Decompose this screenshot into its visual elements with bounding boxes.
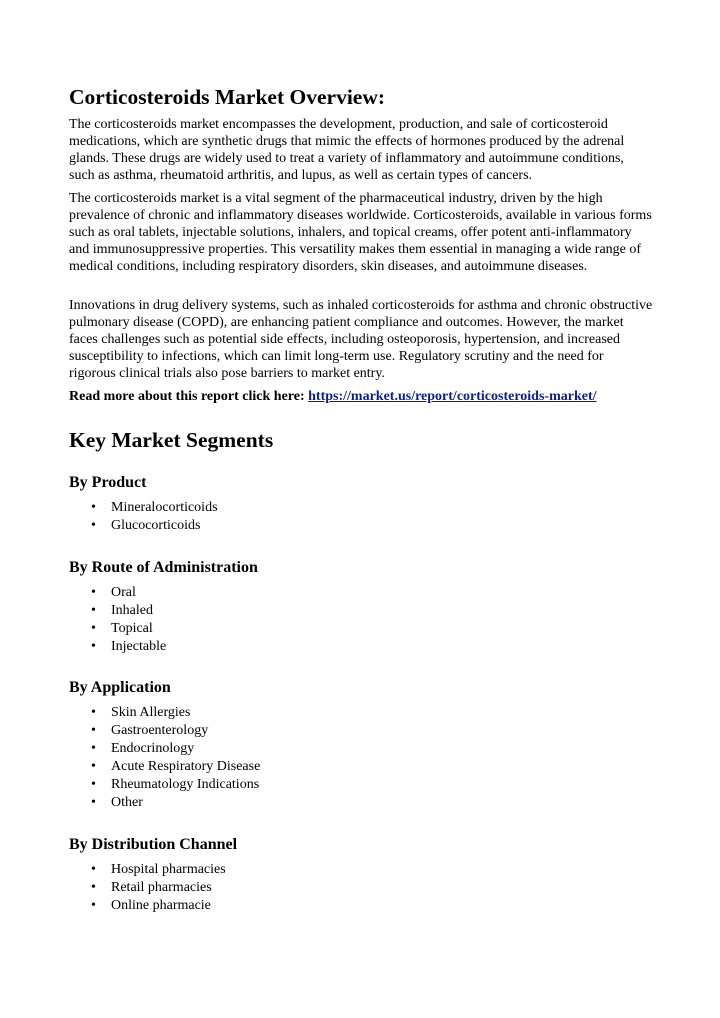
list-item-text: Acute Respiratory Disease (111, 759, 261, 774)
bullet: • (91, 639, 96, 654)
report-link[interactable]: https://market.us/report/corticosteroids-market/ (308, 389, 597, 404)
list-item-text: Endocrinology (111, 741, 195, 756)
list-item (69, 620, 653, 638)
list-item (69, 517, 653, 535)
list-item (69, 758, 653, 776)
list-item (69, 722, 653, 740)
bullet: • (91, 880, 96, 895)
segment-by-route (69, 558, 653, 656)
segment-list (69, 499, 653, 535)
bullet: • (91, 795, 96, 810)
segment-by-product (69, 473, 653, 535)
segment-by-distribution-channel (69, 835, 653, 915)
list-item-text: Inhaled (111, 603, 153, 618)
list-item (69, 861, 653, 879)
list-item (69, 638, 653, 656)
list-item-text: Mineralocorticoids (111, 500, 218, 515)
segment-heading: By Distribution Channel (69, 836, 238, 853)
list-item-text: Rheumatology Indications (111, 777, 260, 792)
bullet: • (91, 777, 96, 792)
bullet: • (91, 603, 96, 618)
list-item (69, 704, 653, 722)
list-item (69, 879, 653, 897)
list-item (69, 584, 653, 602)
overview-paragraph-2: The corticosteroids market is a vital segment of the pharmaceutical industry, driven by the high prevalence of chronic and inflammatory diseases worldwide. Corticosteroids, available in various forms such as oral tablets, injectable solutions, inhalers, and topical creams, offer potent anti-inflammatory and immunosuppressive properties. This versatility makes them essential in managing a wide range of medical conditions, including respiratory disorders, skin diseases, and autoimmune diseases. (69, 191, 652, 274)
segment-list (69, 584, 653, 656)
overview-paragraph-3: Innovations in drug delivery systems, such as inhaled corticosteroids for asthma and chronic obstructive pulmonary disease (COPD), are enhancing patient compliance and outcomes. However, the market faces challenges such as potential side effects, including osteoporosis, hypertension, and increased susceptibility to infections, which can limit long-term use. Regulatory scrutiny and the need for rigorous clinical trials also pose barriers to market entry. (69, 298, 653, 381)
read-more-label: Read more about this report click here: (69, 389, 305, 404)
list-item-text: Online pharmacie (111, 898, 211, 913)
list-item-text: Topical (111, 621, 153, 636)
bullet: • (91, 741, 96, 756)
list-item (69, 794, 653, 812)
bullet: • (91, 705, 96, 720)
list-item (69, 776, 653, 794)
segment-list (69, 704, 653, 812)
list-item (69, 897, 653, 915)
list-item (69, 602, 653, 620)
list-item-text: Skin Allergies (111, 705, 191, 720)
list-item-text: Retail pharmacies (111, 880, 212, 895)
segment-list (69, 861, 653, 915)
segment-heading: By Route of Administration (69, 559, 258, 576)
bullet: • (91, 862, 96, 877)
list-item-text: Gastroenterology (111, 723, 209, 738)
list-item-text: Other (111, 795, 143, 810)
bullet: • (91, 585, 96, 600)
list-item-text: Oral (111, 585, 136, 600)
bullet: • (91, 518, 96, 533)
bullet: • (91, 621, 96, 636)
overview-title: Corticosteroids Market Overview: (69, 85, 386, 109)
bullet: • (91, 500, 96, 515)
list-item (69, 740, 653, 758)
segments-title: Key Market Segments (69, 428, 274, 452)
segment-heading: By Product (69, 474, 147, 491)
list-item-text: Glucocorticoids (111, 518, 201, 533)
read-more-line (69, 388, 597, 405)
bullet: • (91, 898, 96, 913)
list-item-text: Injectable (111, 639, 167, 654)
list-item (69, 499, 653, 517)
segment-by-application (69, 678, 653, 812)
list-item-text: Hospital pharmacies (111, 862, 226, 877)
segment-heading: By Application (69, 679, 171, 696)
bullet: • (91, 723, 96, 738)
overview-paragraph-1: The corticosteroids market encompasses the development, production, and sale of corticosteroid medications, which are synthetic drugs that mimic the effects of hormones produced by the adrenal glands. These drugs are widely used to treat a variety of inflammatory and autoimmune conditions, such as asthma, rheumatoid arthritis, and lupus, as well as certain types of cancers. (69, 117, 625, 183)
bullet: • (91, 759, 96, 774)
